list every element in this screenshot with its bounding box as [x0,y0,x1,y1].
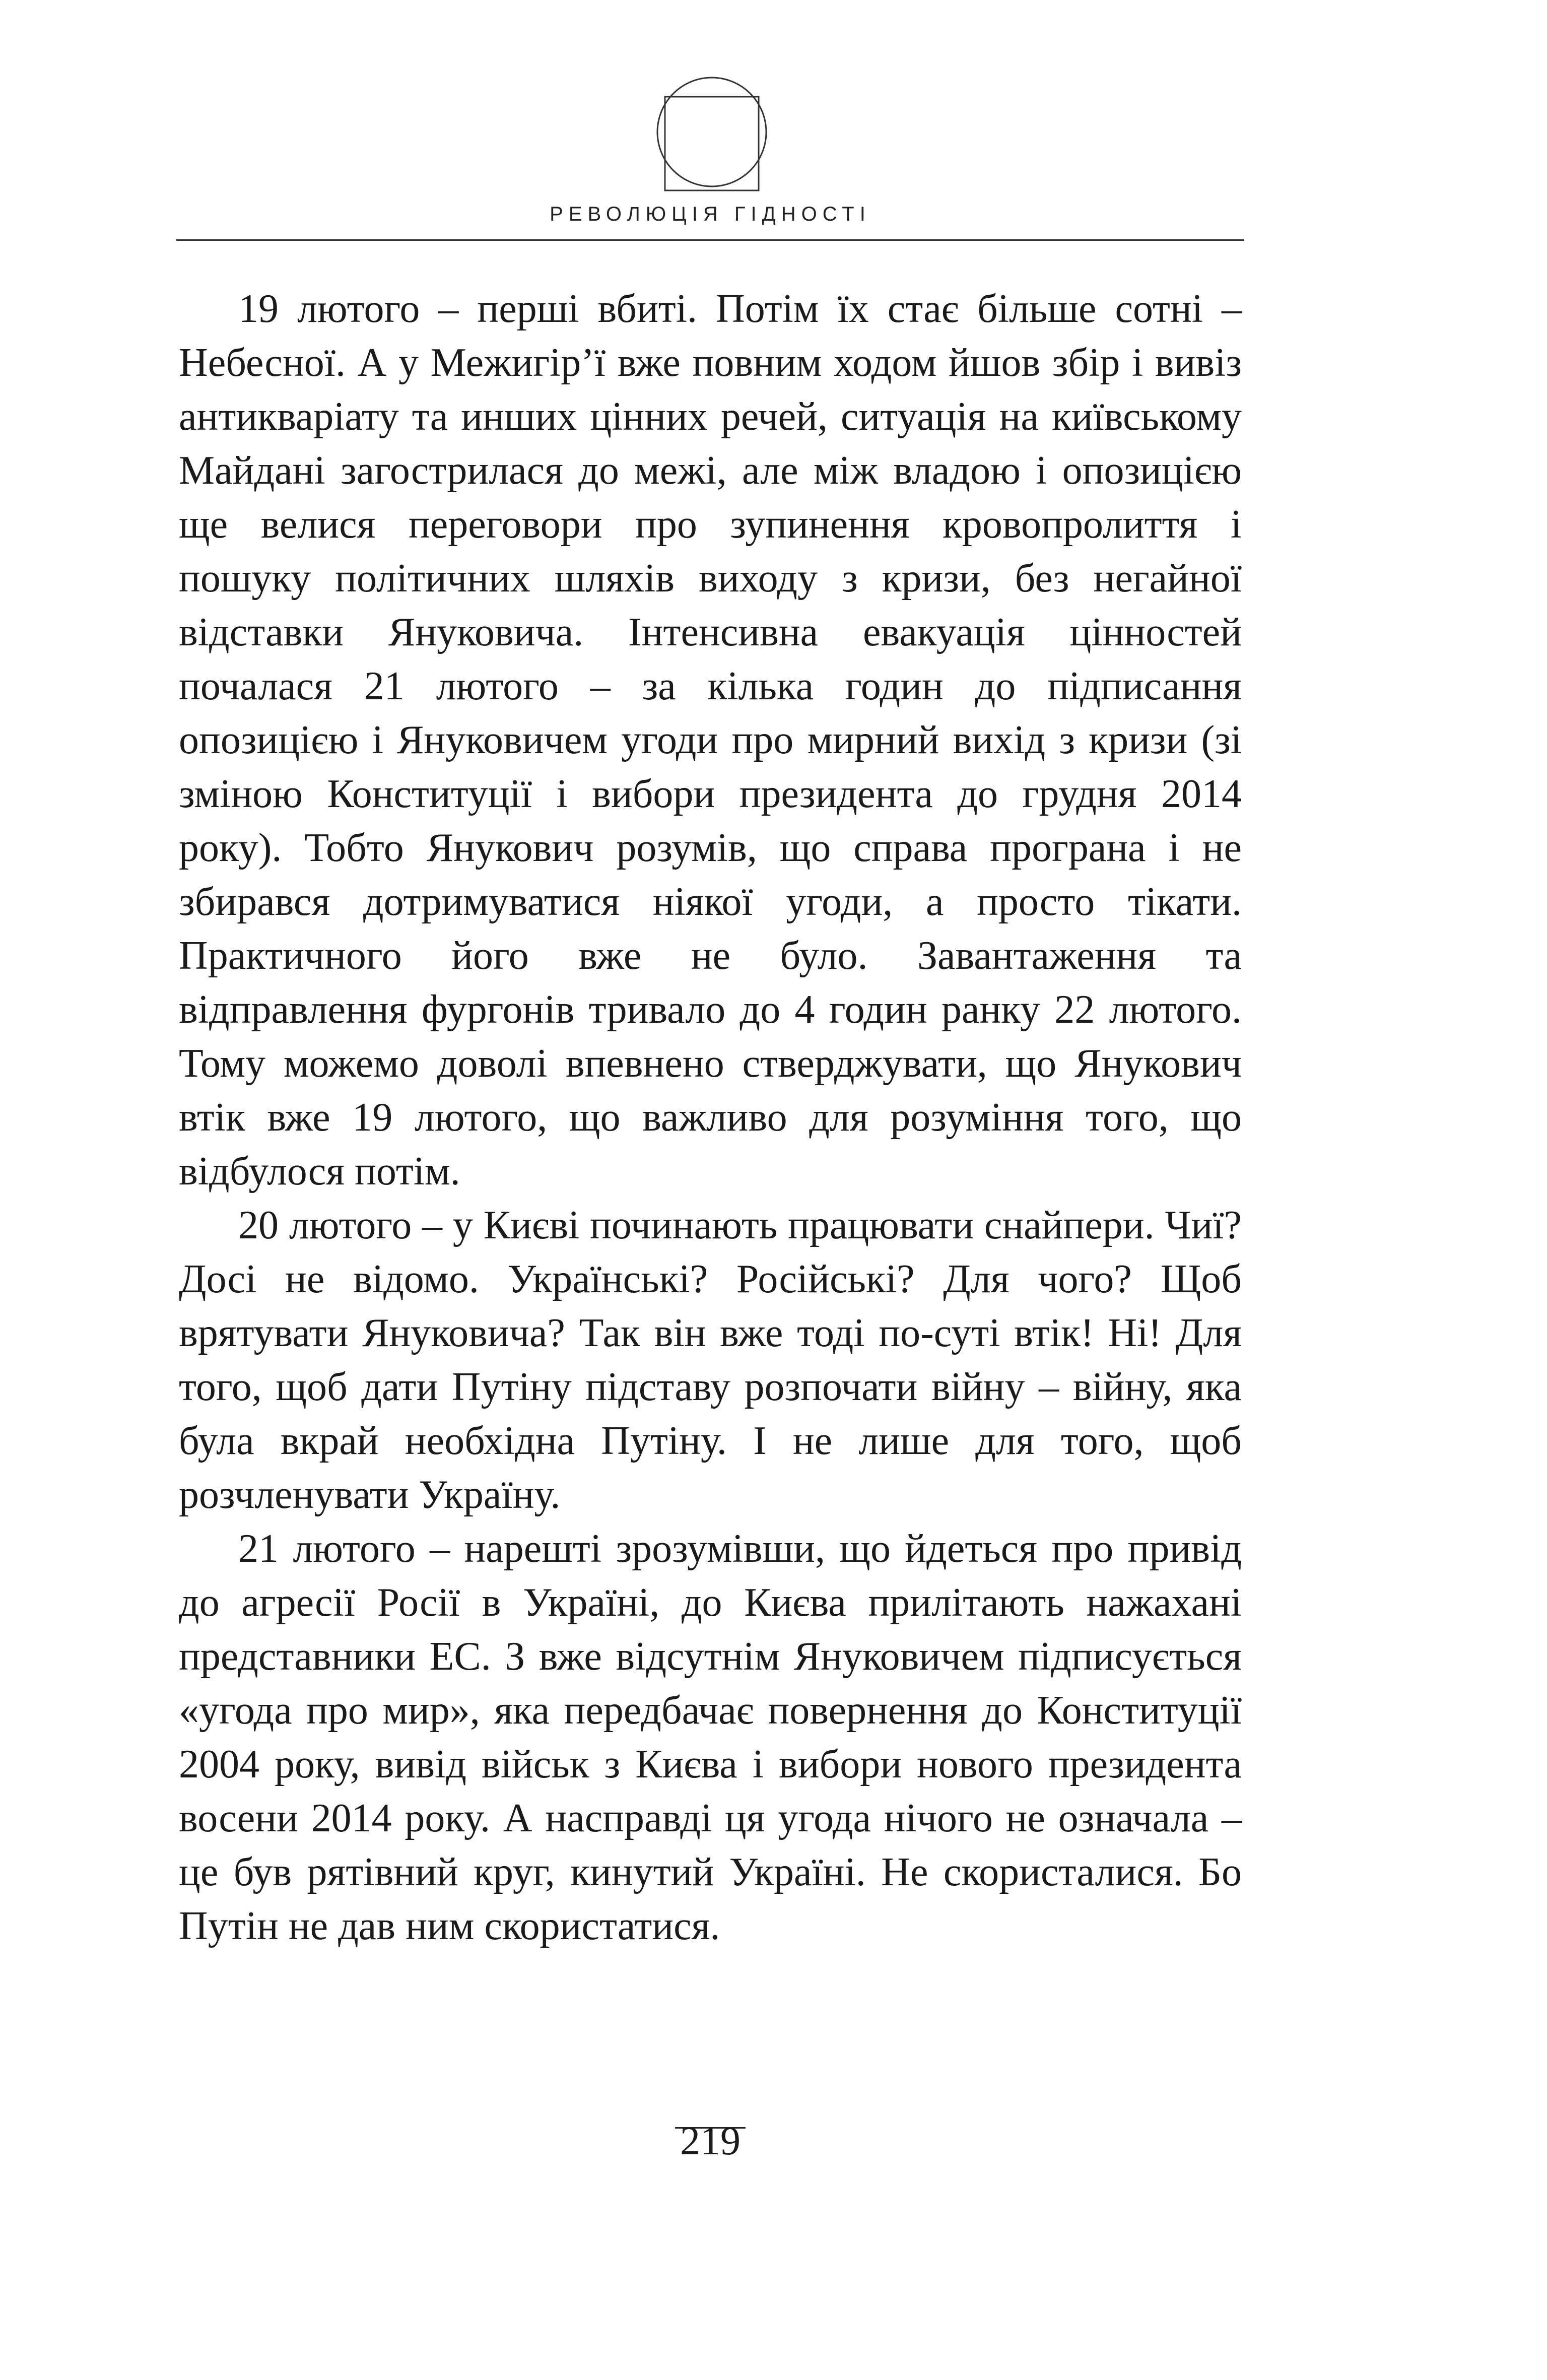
header-divider [176,239,1244,241]
page-number: 219 [680,2119,741,2163]
paragraph-feb-20: 20 лютого – у Києві починають працювати снайпери. Чиї? Досі не відомо. Українські? Російські? Для чого? Щоб врятувати Януковича? Так він вже тоді по-суті втік! Ні! Для того, щоб дати Путіну підставу розпочати війну – війну, яка була вкрай необхідна Путіну. І не лише для того, щоб розчленувати Україну. [179,1203,1242,1517]
running-head-title: РЕВОЛЮЦІЯ ГІДНОСТІ [550,203,871,225]
circle-square-emblem-icon [654,76,770,196]
main-text [179,282,1242,1953]
paragraph-feb-21: 21 лютого – нарешті зрозумівши, що йдеться про привід до агресії Росії в Україні, до Києва прилітають нажахані представники ЕС. З вже відсутнім Януковичем підписується «угода про мир», яка передбачає повернення до Конституції 2004 року, вивід військ з Києва і вибори нового президента восени 2014 року. А насправді ця угода нічого не означала – це був рятівний круг, кинутий Україні. Не скористалися. Бо Путін не дав ним скористатися. [179,1527,1242,1948]
paragraph-feb-19: 19 лютого – перші вбиті. Потім їх стає більше сотні – Небесної. А у Межигір’ї вже повним ходом йшов збір і вивіз антикваріату та инших цінних речей, ситуація на київському Майдані загострилася до межі, але між владою і опозицією ще велися переговори про зупинення кровопролиття і пошуку політичних шляхів виходу з кризи, без негайної відставки Януковича. Інтенсивна евакуація цінностей почалася 21 лютого – за кілька годин до підписання опозицією і Януковичем угоди про мирний вихід з кризи (зі зміною Конституції і вибори президента до грудня 2014 року). Тобто Янукович розумів, що справа програна і не збирався дотримуватися ніякої угоди, а просто тікати. Практичного його вже не було. Завантаження та відправлення фургонів тривало до 4 годин ранку 22 лютого. Тому можемо доволі впевнено стверджувати, що Янукович втік вже 19 лютого, що важливо для розуміння того, що відбулося потім. [179,287,1242,1194]
